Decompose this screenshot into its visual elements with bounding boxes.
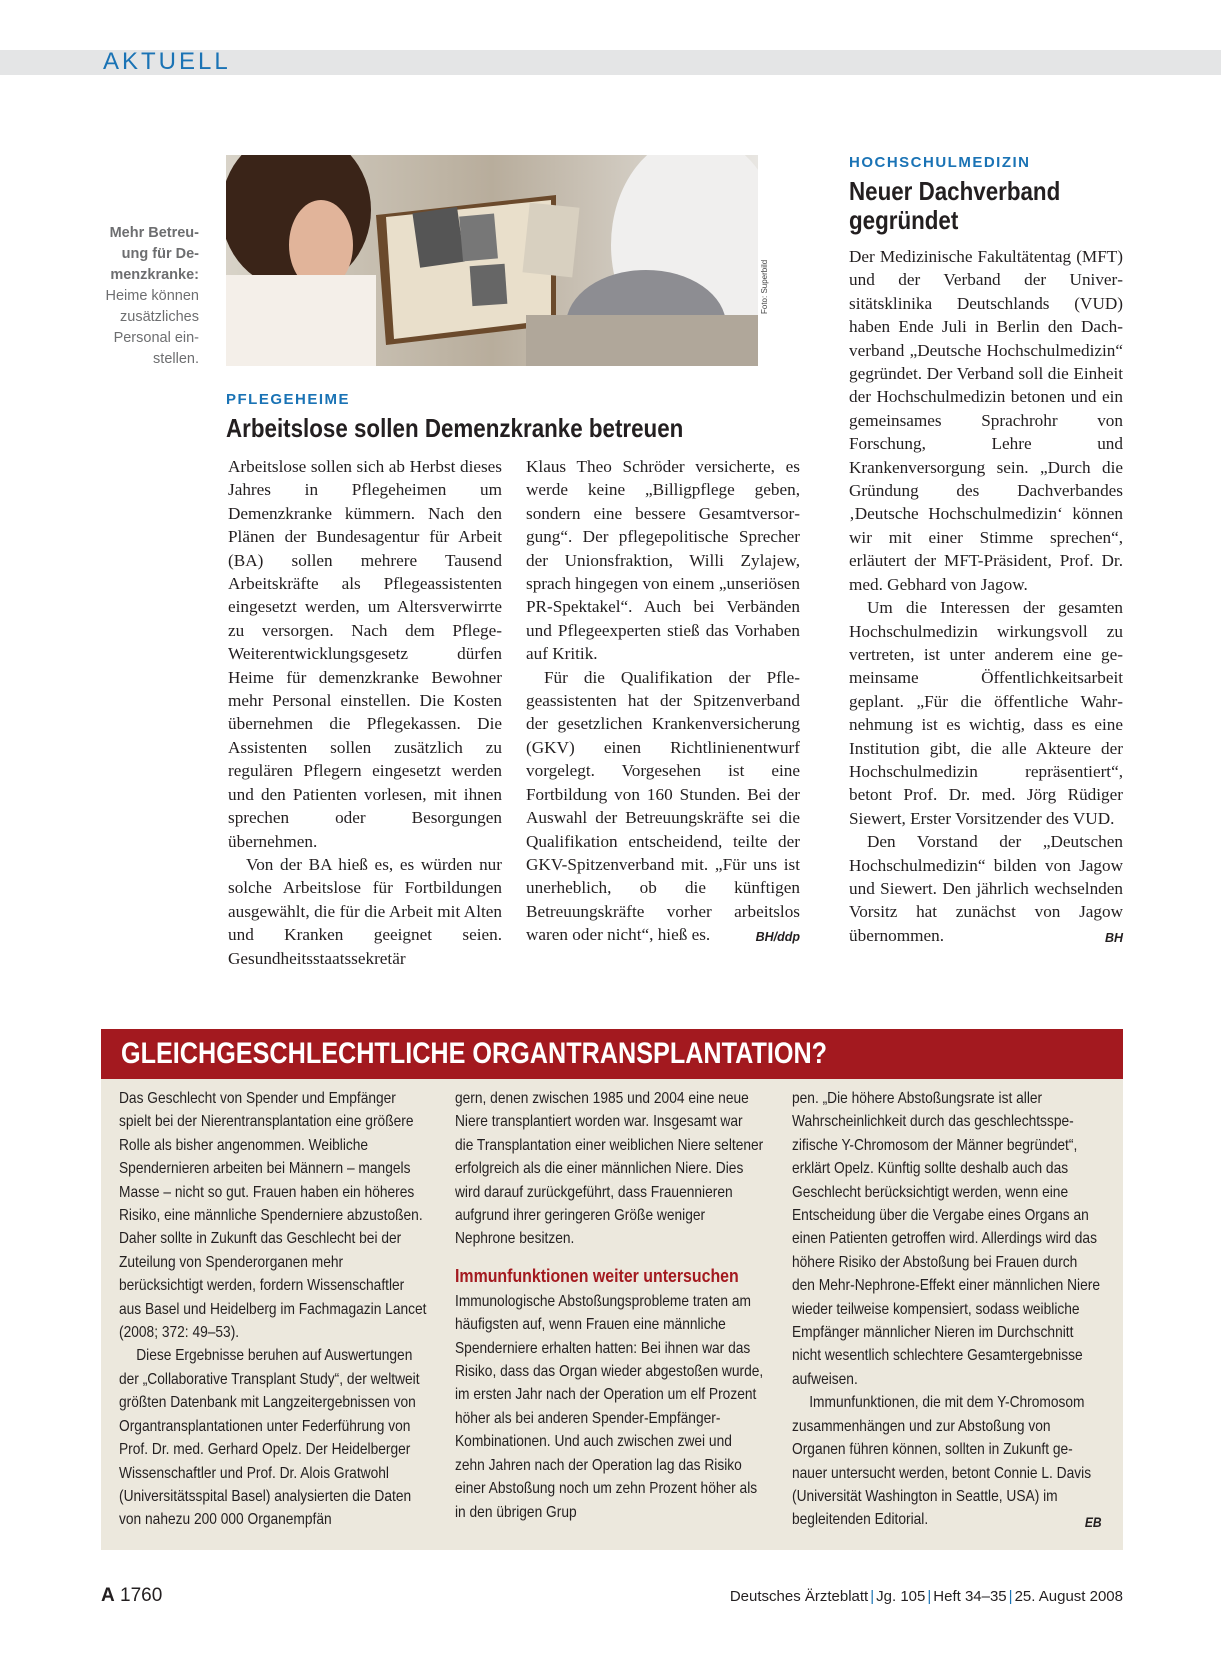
page-folio — [101, 1584, 162, 1608]
paragraph: pen. „Die höhere Abstoßungsrate ist aller Wahrscheinlichkeit durch das geschlechtsspezifische Y-Chromosom der Männer begründet“, erklärt Opelz. Künftig sollte deshalb auch das Geschlecht berücksichtigt werden, wenn eine Entscheidung über die Vergabe eines Organs an einen Patienten getroffen wird. Allerdings wird das höhere Risiko der Abstoßung bei Frauen durch den Mehr-Nephrone-Effekt einer männlichen Niere wieder teilweise kompensiert, sodass weibliche Empfänger männlicher Nieren im Durchschnitt nicht wesentlich schlechtere Gesamtergebnisse aufweisen. — [792, 1090, 1100, 1388]
paragraph-text: Immunfunktionen, die mit dem Y-Chromosom zusammenhängen und zur Abstoßung von Organen führen können, sollten in Zukunft genauer untersucht werden, betont Connie L. Davis (Universität Washington in Seattle, USA) im begleitenden Editorial. — [792, 1394, 1092, 1529]
section-label: AKTUELL — [103, 48, 231, 75]
separator: | — [927, 1588, 932, 1605]
photo-caption — [100, 223, 199, 370]
caption-text: Heime können zusätzliches Personal ein- stellen. — [105, 288, 199, 367]
article2-signature: BH — [1104, 930, 1123, 945]
paragraph: Klaus Theo Schröder versicherte, es werde keine „Billigpflege geben, sondern eine bessere Gesamtversorgung“. Der pflegepolitische Sprecher der Unionsfraktion, Willi Zylajew, sprach hingegen von einem „unseriösen PR-Spektakel“. Auch bei Verbänden und Pflegeexperten stieß das Vorhaben auf Kritik. — [526, 457, 800, 664]
paragraph: Von der BA hieß es, es würden nur solche Arbeitslose für Fortbildungen ausgewählt, die für die Arbeit mit Alten und Kranken geeignet seien. Gesundheitsstaatssekretär — [228, 854, 502, 968]
article2-column — [849, 245, 1123, 950]
paragraph: gern, denen zwischen 1985 und 2004 eine neue Niere transplantiert worden war. Insgesamt war die Transplantation einer weiblichen Niere seltener erfolgreich als die einer männlichen Niere. Dies wird darauf zurückgeführt, dass Frauennieren aufgrund ihrer geringeren Größe weniger Nephrone besitzen. — [455, 1090, 764, 1248]
info-box-subheading: Immunfunktionen weiter untersuchen — [455, 1264, 739, 1286]
info-box-signature: EB — [1084, 1514, 1102, 1531]
info-box-column-1 — [119, 1087, 429, 1532]
paragraph — [526, 666, 800, 947]
article-photo — [226, 155, 758, 366]
article1-signature: BH/ddp — [755, 930, 800, 945]
article2-headline: Neuer Dachverband gegründet — [849, 176, 1061, 235]
article1-column-2 — [526, 455, 800, 950]
caption-lead: Mehr Betreu- ung für De- menzkranke: — [109, 225, 199, 283]
article2-kicker: HOCHSCHULMEDIZIN — [849, 154, 1031, 171]
paragraph: Um die Interessen der gesamten Hochschulmedizin wirkungsvoll zu vertreten, ist unter anderem eine gemeinsame Öffentlichkeitsarbeit geplant. „Für die öffentliche Wahrnehmung ist es wichtig, dass es eine Institution gibt, die alle Akteure der Hochschulmedizin repräsentiert“, betont Prof. Dr. med. Jörg Rüdiger Siewert, Erster Vorsitzender des VUD. — [849, 598, 1123, 828]
page-number: 1760 — [120, 1585, 163, 1606]
journal-name: Deutsches Ärzteblatt — [729, 1588, 869, 1605]
info-box-column-2 — [455, 1087, 765, 1524]
journal-volume: Jg. 105 — [876, 1588, 926, 1605]
paragraph: Diese Ergebnisse beruhen auf Auswertungen der „Collaborative Transplant Study“, der weltweit größten Datenbank mit Langzeitergebnissen von Organtransplantationen unter Federführung von Prof. Dr. med. Gerhard Opelz. Der Heidelberger Wissenschaftler und Prof. Dr. Alois Gratwohl (Universitätsspital Basel) analysierten die Daten von nahezu 200 000 Organempfän — [119, 1347, 420, 1529]
page-prefix: A — [101, 1585, 115, 1606]
info-box-title: GLEICHGESCHLECHTLICHE ORGANTRANSPLANTATION? — [121, 1037, 828, 1070]
photo-credit: Foto: Superbild — [760, 259, 769, 314]
paragraph-text: Den Vorstand der „Deutschen Hochschulmedizin“ bilden von Jagow und Siewert. Den jährlich wechselnden Vorsitz hat zunächst von Jagow übernommen. — [849, 832, 1123, 945]
journal-date: 25. August 2008 — [1014, 1588, 1123, 1605]
paragraph — [792, 1391, 1102, 1531]
article1-kicker: PFLEGEHEIME — [226, 391, 351, 408]
photo-illustration — [226, 155, 758, 366]
journal-issue: Heft 34–35 — [933, 1588, 1007, 1605]
journal-footer — [676, 1587, 1123, 1607]
info-box-column-3 — [792, 1087, 1102, 1535]
separator: | — [1008, 1588, 1013, 1605]
article1-column-1 — [228, 455, 502, 970]
paragraph-text: Für die Qualifikation der Pflegeassistenten hat der Spitzenverband der gesetzlichen Krankenversicherung (GKV) einen Richtlinienentwurf vorgelegt. Vorgesehen ist eine Fortbildung von 160 Stunden. Bei der Auswahl der Betreuungskräfte sei die Qualifikation entscheidend, teilte der GKV-Spitzenverband mit. „Für uns ist unerheblich, ob die künftigen Betreuungskräfte vorher arbeitslos waren oder nicht“, hieß es. — [526, 667, 800, 945]
paragraph: Der Medizinische Fakultätentag (MFT) und der Verband der Universitätsklinika Deutschlands (VUD) haben Ende Juli in Berlin den Dachverband „Deutsche Hochschulmedizin“ gegründet. Der Verband soll die Einheit der Hochschulmedizin betonen und ein gemeinsames Sprachrohr von Forschung, Lehre und Krankenversorgung sein. „Durch die Gründung des Dachverbandes ‚Deutsche Hochschulmedizin‘ können wir mit einer Stimme sprechen“, erläutert der MFT-Präsident, Prof. Dr. med. Gebhard von Jagow. — [849, 247, 1123, 594]
paragraph: Das Geschlecht von Spender und Empfänger spielt bei der Nierentransplantation eine größere Rolle als bisher angenommen. Weibliche Spendernieren arbeiten bei Männern – mangels Masse – nicht so gut. Frauen haben ein höheres Risiko, eine männliche Spenderniere abzustoßen. Daher sollte in Zukunft das Geschlecht bei der Zuteilung von Spenderorganen mehr berücksichtigt werden, fordern Wissenschaftler aus Basel und Heidelberg im Fachmagazin Lancet (2008; 372: 49–53). — [119, 1090, 427, 1342]
article1-headline: Arbeitslose sollen Demenzkranke betreuen — [226, 413, 684, 443]
separator: | — [870, 1588, 875, 1605]
paragraph: Arbeitslose sollen sich ab Herbst dieses Jahres in Pflegeheimen um Demenzkranke kümmern. Nach den Plänen der Bundesagentur für Arbeit (BA) sollen mehrere Tausend Arbeitskräfte als Pflegeassistenten eingesetzt werden, um Altersverwirrte zu versorgen. Nach dem Pflege-Weiterentwicklungsgesetz dürfen Heime für demenzkranke Bewohner mehr Personal einstellen. Die Kosten übernehmen die Pflegekassen. Die Assistenten sollen zusätzlich zu regulären Pflegern eingesetzt werden und den Patienten vorlesen, mit ihnen sprechen oder Besorgungen übernehmen. — [228, 457, 502, 851]
paragraph — [849, 830, 1123, 947]
paragraph: Immunologische Abstoßungsprobleme traten am häufigsten auf, wenn Frauen eine männliche Spenderniere erhalten hatten: Bei ihnen war das Risiko, dass das Organ wieder abgestoßen wurde, im ersten Jahr nach der Operation um elf Prozent höher als bei anderen Spender-Empfänger-Kombinationen. Und auch zwischen zwei und zehn Jahren nach der Operation lag das Risiko einer Abstoßung noch um zehn Prozent höher als in den übrigen Grup — [455, 1292, 764, 1521]
